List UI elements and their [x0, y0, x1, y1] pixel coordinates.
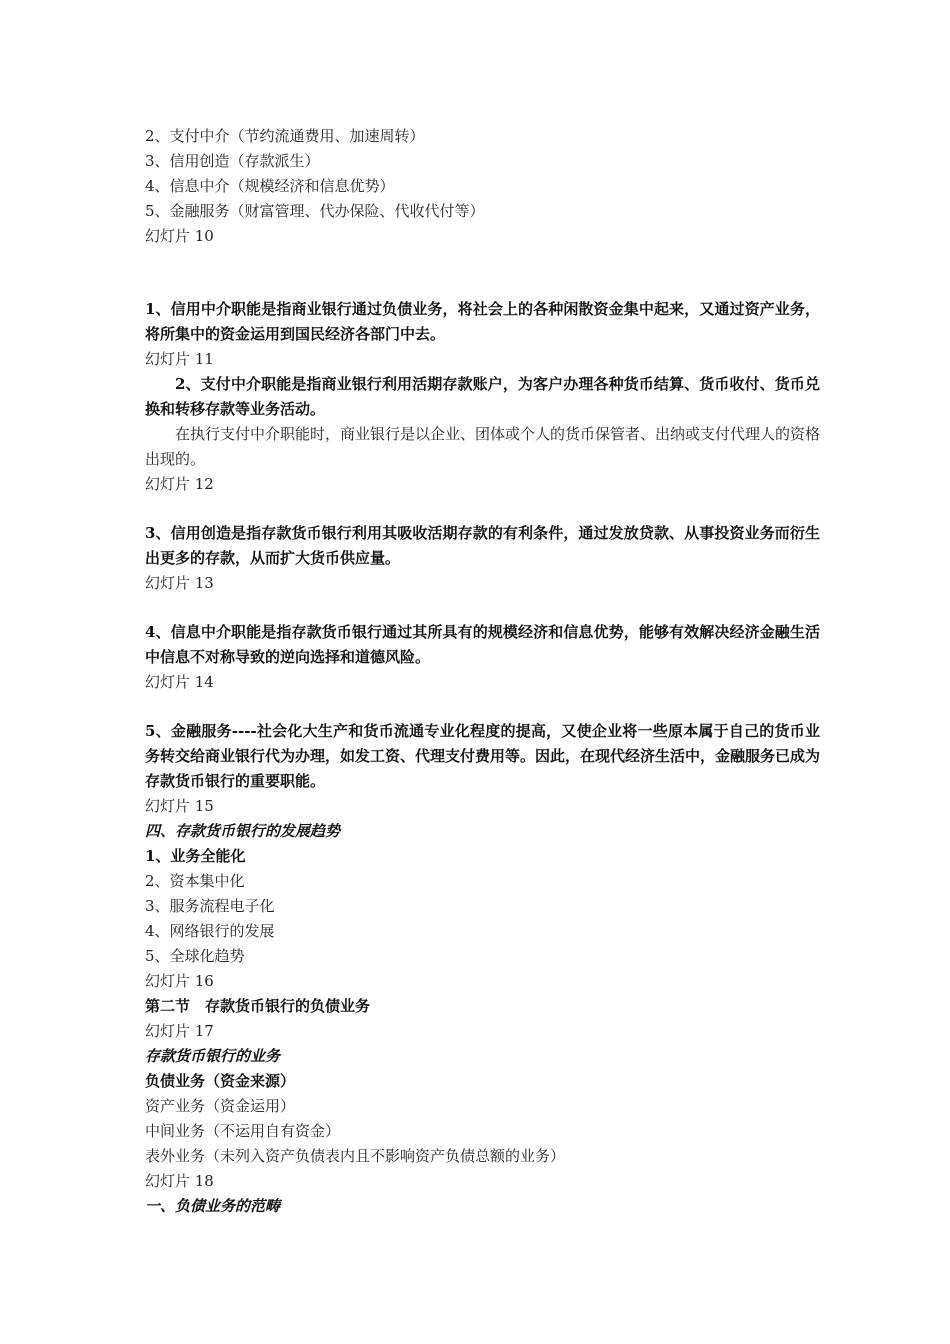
- spacer: [145, 497, 820, 521]
- document-body: [145, 124, 820, 1219]
- paragraph-payment-note: 在执行支付中介职能时，商业银行是以企业、团体或个人的货币保管者、出纳或支付代理人的资格出现的。: [145, 425, 821, 468]
- slide-label: 幻灯片 10: [145, 227, 214, 245]
- paragraph-credit-creation: 3、信用创造是指存款货币银行利用其吸收活期存款的有利条件，通过发放贷款、从事投资业务而衍生出更多的存款，从而扩大货币供应量。: [145, 524, 820, 567]
- paragraph-credit-intermediary: 1、信用中介职能是指商业银行通过负债业务，将社会上的各种闲散资金集中起来，又通过资产业务，将所集中的资金运用到国民经济各部门中去。: [145, 300, 820, 343]
- slide-label: 幻灯片 12: [145, 475, 214, 493]
- slide-label: 幻灯片 16: [145, 972, 214, 990]
- list-item: 负债业务（资金来源）: [145, 1072, 296, 1090]
- list-item: 1、业务全能化: [145, 847, 246, 865]
- slide-label: 幻灯片 14: [145, 673, 214, 691]
- list-item: 3、服务流程电子化: [145, 897, 275, 915]
- list-item: 5、全球化趋势: [145, 947, 245, 965]
- spacer: [145, 249, 820, 297]
- paragraph-payment-intermediary: 2、支付中介职能是指商业银行利用活期存款账户，为客户办理各种货币结算、货币收付、货币兑换和转移存款等业务活动。: [145, 375, 820, 418]
- paragraph-info-intermediary: 4、信息中介职能是指存款货币银行通过其所具有的规模经济和信息优势，能够有效解决经济金融生活中信息不对称导致的逆向选择和道德风险。: [145, 623, 820, 666]
- list-item: 资产业务（资金运用）: [145, 1097, 296, 1115]
- slide-label: 幻灯片 15: [145, 797, 214, 815]
- list-item: 2、支付中介（节约流通费用、加速周转）: [145, 127, 425, 145]
- slide-label: 幻灯片 13: [145, 574, 214, 592]
- list-item: 表外业务（未列入资产负债表内且不影响资产负债总额的业务）: [145, 1147, 566, 1165]
- slide-label: 幻灯片 18: [145, 1172, 214, 1190]
- list-item: 3、信用创造（存款派生）: [145, 152, 320, 170]
- spacer: [145, 695, 820, 719]
- section-heading-scope: 一、负债业务的范畴: [145, 1197, 281, 1215]
- paragraph-financial-service: 5、金融服务----社会化大生产和货币流通专业化程度的提高，又使企业将一些原本属于自己的货币业务转交给商业银行代为办理，如发工资、代理支付费用等。因此，在现代经济生活中，金融服务已成为存款货币银行的重要职能。: [145, 722, 821, 790]
- list-item: 5、金融服务（财富管理、代办保险、代收代付等）: [145, 202, 485, 220]
- slide-label: 幻灯片 11: [145, 350, 214, 368]
- section-heading-liabilities: 第二节 存款货币银行的负债业务: [145, 997, 371, 1015]
- list-item: 4、网络银行的发展: [145, 922, 275, 940]
- spacer: [145, 596, 820, 620]
- list-item: 4、信息中介（规模经济和信息优势）: [145, 177, 395, 195]
- slide-label: 幻灯片 17: [145, 1022, 214, 1040]
- business-heading: 存款货币银行的业务: [145, 1047, 281, 1065]
- section-heading-trends: 四、存款货币银行的发展趋势: [145, 822, 341, 840]
- list-item: 2、资本集中化: [145, 872, 245, 890]
- list-item: 中间业务（不运用自有资金）: [145, 1122, 341, 1140]
